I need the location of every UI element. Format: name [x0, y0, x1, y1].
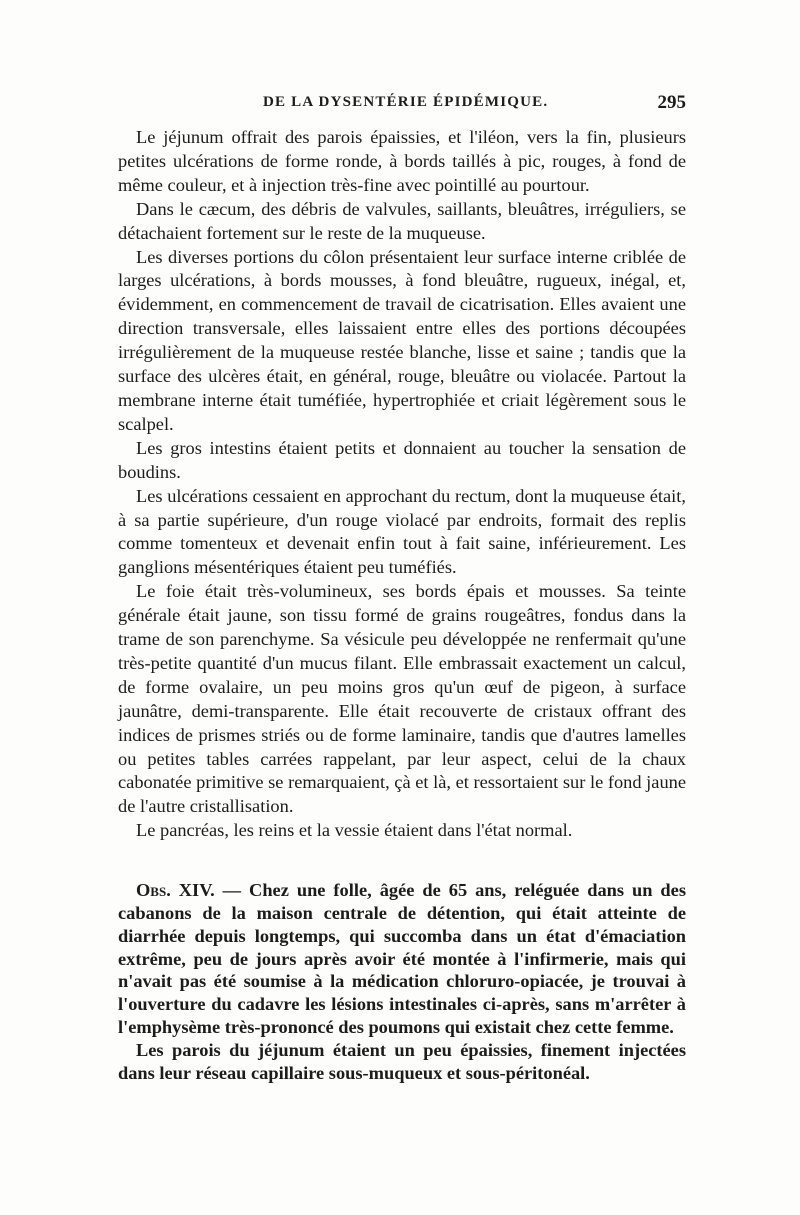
paragraph-jejunum: Le jéjunum offrait des parois épaissies, et l'iléon, vers la fin, plusieurs petites ulcérations de forme ronde, à bords taillés à pic, rouges, à fond de même couleur, et à injection très-fine avec pointillé au pourtour. [118, 127, 686, 195]
page-header [118, 92, 686, 120]
paragraph-rectum: Les ulcérations cessaient en approchant du rectum, dont la muqueuse était, à sa partie supérieure, d'un rouge violacé par endroits, formait des replis comme tomenteux et devenait enfin tout à fait saine, inférieurement. Les ganglions mésentériques étaient peu tuméfiés. [118, 485, 686, 578]
paragraph-foie: Le foie était très-volumineux, ses bords épais et mousses. Sa teinte générale était jaune, son tissu formé de grains rougeâtres, fondus dans la trame de son parenchyme. Sa vésicule peu développée ne renfermait qu'une très-petite quantité d'un mucus filant. Elle embrassait exactement un calcul, de forme ovalaire, un peu moins gros qu'un œuf de pigeon, à surface jaunâtre, demi-transparente. Elle était recouverte de cristaux offrant des indices de prismes striés ou de forme laminaire, tandis que d'autres lamelles ou petites tables carrées rappelant, par leur aspect, celui de la chaux cabonatée primitive se remarquaient, çà et là, et ressortaient sur le fond jaune de l'autre cristallisation. [118, 581, 686, 817]
observation-text: — Chez une folle, âgée de 65 ans, reléguée dans un des cabanons de la maison centrale de détention, qui était atteinte de diarrhée depuis longtemps, qui succomba dans un état d'émaciation extrême, peu de jours après avoir été montée à l'infirmerie, mais qui n'avait pas été soumise à la médication chloruro-opiacée, je trouvai à l'ouverture du cadavre les lésions intestinales ci-après, sans m'arrêter à l'emphysème très-prononcé des poumons qui existait chez cette femme. [118, 880, 686, 1037]
closing-paragraph: Les parois du jéjunum étaient un peu épaissies, finement injectées dans leur réseau capillaire sous-muqueux et sous-péritonéal. [118, 1039, 686, 1083]
paragraph-pancreas: Le pancréas, les reins et la vessie étaient dans l'état normal. [136, 820, 573, 841]
running-head: DE LA DYSENTÉRIE ÉPIDÉMIQUE. [263, 94, 549, 110]
paragraph-colon: Les diverses portions du côlon présentaient leur surface interne criblée de larges ulcérations, à bords mousses, à fond bleuâtre, rugueux, inégal, et, évidemment, en commencement de travail de cicatrisation. Elles avaient une direction transversale, elles laissaient entre elles des portions découpées irrégulièrement de la muqueuse restée blanche, lisse et saine ; tandis que la surface des ulcères était, en général, rouge, bleuâtre ou violacée. Partout la membrane interne était tuméfiée, hypertrophiée et criait légèrement sous le scalpel. [118, 246, 686, 434]
body-text [118, 126, 686, 1084]
paragraph-caecum: Dans le cæcum, des débris de valvules, saillants, bleuâtres, irréguliers, se détachaient fortement sur le reste de la muqueuse. [118, 198, 686, 243]
paragraph-gros-intestins: Les gros intestins étaient petits et donnaient au toucher la sensation de boudins. [118, 437, 686, 482]
page-number: 295 [657, 92, 686, 113]
observation-paragraph [118, 879, 686, 1039]
observation-label: Obs. XIV. [136, 880, 215, 901]
